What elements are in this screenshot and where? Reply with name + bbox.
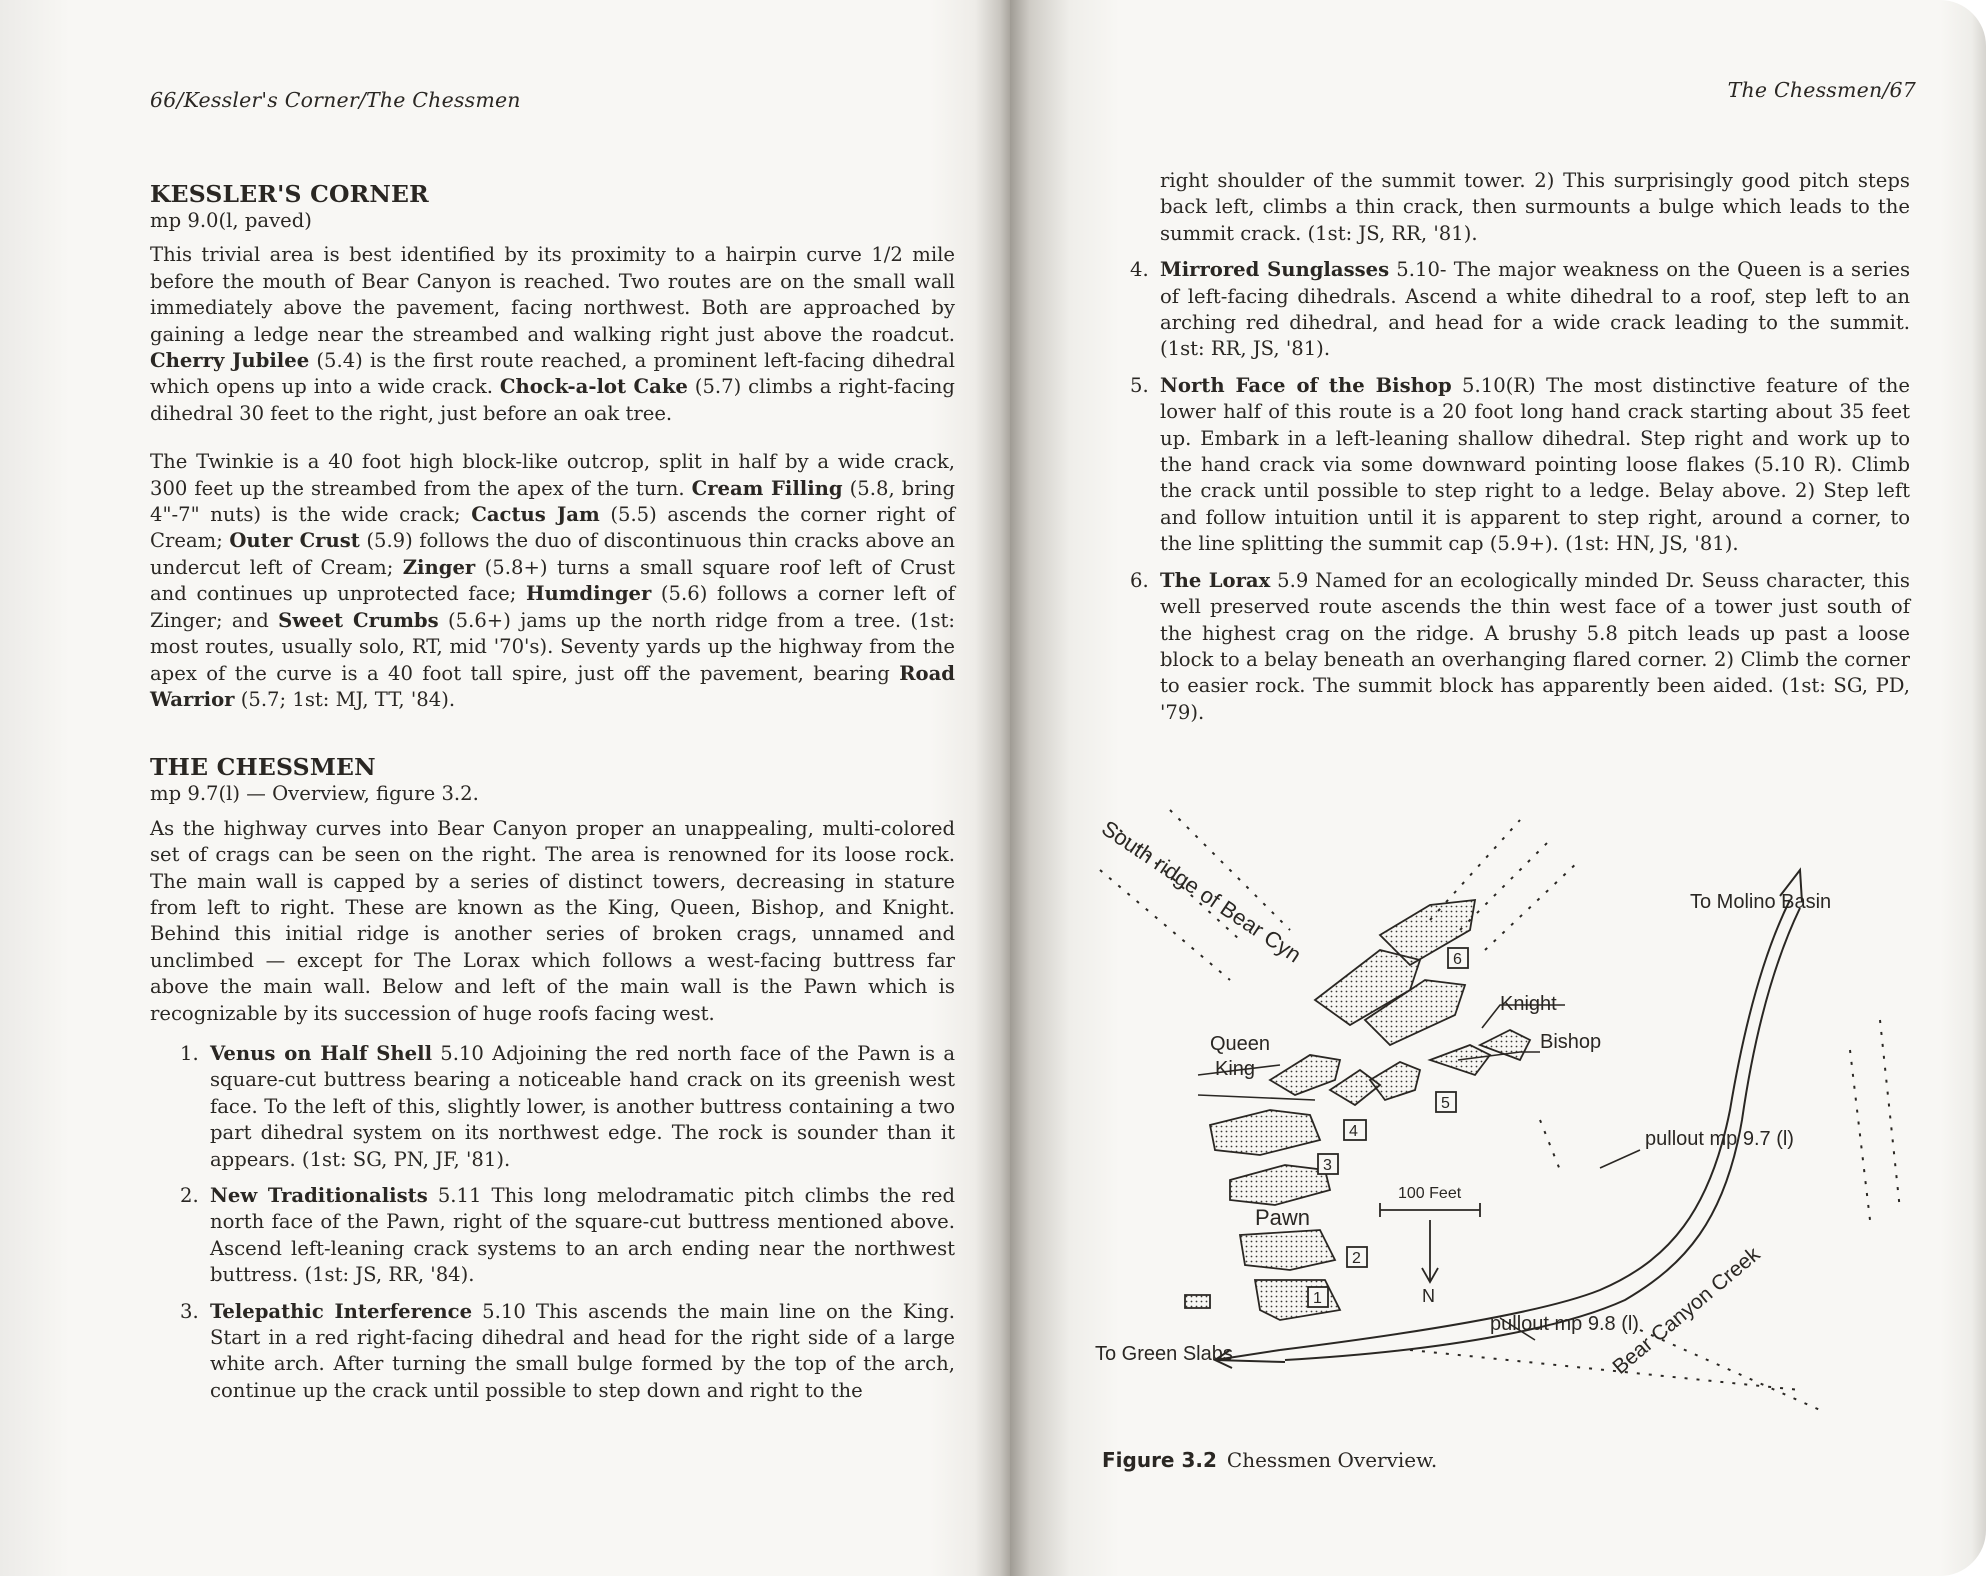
route-number-5: 5 [1441, 1095, 1450, 1112]
route-name: Sweet Crumbs [278, 608, 439, 632]
route-name: Cream Filling [691, 476, 843, 500]
figure-caption-text: Chessmen Overview. [1226, 1448, 1438, 1472]
label-bear-canyon-creek: Bear Canyon Creek [1608, 1242, 1765, 1379]
label-knight: Knight [1500, 993, 1557, 1015]
route-list-right [1130, 257, 1910, 726]
route-item: 1. Venus on Half Shell 5.10 Adjoining the red north face of the Pawn is a square-cut buttress bearing a noticeable hand crack on its greenish west face. To the left of this, slightly lower, is another buttress containing a two part dihedral system on its northwest edge. The rock is sounder than it appears. (1st: SG, PN, JF, '81). [180, 1041, 956, 1171]
route-number-1: 1 [1313, 1290, 1322, 1307]
route-list-left [150, 1041, 955, 1404]
kessler-paragraph-1: This trivial area is best identified by its proximity to a hairpin curve 1/2 mile before the mouth of Bear Canyon is reached. Two routes are on the small wall immediately above the pavement, facing northwest. Both are approached by gaining a ledge near the streambed and walking right just above the roadcut. Cherry Jubilee (5.4) is the first route reached, a prominent left-facing dihedral which opens up into a wide crack. Chock-a-lot Cake (5.7) climbs a right-facing dihedral 30 feet to the right, just before an oak tree. [150, 243, 955, 425]
chessmen-overview-paragraph: As the highway curves into Bear Canyon proper an unappealing, multi-colored set of crags can be seen on the right. The area is renowned for its loose rock. The main wall is capped by a series of distinct towers, decreasing in stature from left to right. These are known as the King, Queen, Bishop, and Knight. Behind this initial ridge is another series of broken crags, unnamed and unclimbed — except for The Lorax which follows a west-facing buttress far above the main wall. Below and left of the main wall is the Pawn which is recognizable by its succession of huge roofs facing west. [150, 816, 955, 1025]
label-pawn: Pawn [1255, 1205, 1311, 1230]
route-name: Chock-a-lot Cake [499, 375, 688, 399]
route-item: 5. North Face of the Bishop 5.10(R) The most distinctive feature of the lower half of this route is a 20 foot long hand crack starting about 35 feet up. Embark in a left-leaning shallow dihedral. Step right and work up to the hand crack via some downward pointing loose flakes (5.10 R). Climb the crack until possible to step right to a ledge. Belay above. 2) Step left and follow intuition until it is apparent to step right, around a corner, to the line splitting the summit cap (5.9+). (1st: HN, JS, '81). [1130, 373, 1910, 556]
left-column [150, 180, 955, 1414]
label-south-ridge: South ridge of Bear Cyn [1097, 815, 1306, 968]
figure-caption-label: Figure 3.2 [1102, 1448, 1217, 1472]
label-queen: Queen [1210, 1033, 1271, 1055]
kessler-heading: KESSLER'S CORNER [150, 180, 429, 208]
chessmen-heading: THE CHESSMEN [150, 753, 376, 782]
chessmen-overview-map [1080, 790, 1970, 1430]
route-3-continuation: right shoulder of the summit tower. 2) This surprisingly good pitch steps back left, climbs a thin crack, then surmounts a bulge which leads to the summit crack. (1st: JS, RR, '81). [1160, 169, 1910, 245]
route-number-4: 4 [1349, 1123, 1358, 1140]
label-green-slabs: To Green Slabs [1095, 1343, 1233, 1365]
route-name: Humdinger [525, 582, 652, 606]
running-head-right: The Chessmen/67 [1727, 78, 1916, 102]
right-column [1130, 168, 1910, 736]
route-number-3: 3 [1323, 1157, 1332, 1174]
route-item: 2. New Traditionalists 5.11 This long melodramatic pitch climbs the red north face of the Pawn, right of the square-cut buttress mentioned above. Ascend left-leaning crack systems to an arch ending near the northwest buttress. (1st: JS, RR, '84). [180, 1184, 956, 1287]
figure-caption [1102, 1448, 1437, 1472]
chessmen-mp: mp 9.7(l) — Overview, figure 3.2. [150, 782, 479, 806]
route-item: 6. The Lorax 5.9 Named for an ecologically minded Dr. Seuss character, this well preserved route ascends the thin west face of a tower just south of the highest crag on the ridge. A brushy 5.8 pitch leads up past a loose block to a belay beneath an overhanging flared corner. 2) Climb the corner to easier rock. The summit block has apparently been aided. (1st: SG, PD, '79). [1130, 568, 1910, 724]
route-item: 4. Mirrored Sunglasses 5.10- The major weakness on the Queen is a series of left-facing dihedrals. Ascend a white dihedral to a roof, step left to an arching red dihedral, and head for a wide crack leading to the summit. (1st: RR, JS, '81). [1130, 258, 1910, 361]
route-name: Road Warrior [150, 661, 955, 711]
route-name: Outer Crust [229, 529, 360, 553]
kessler-mp: mp 9.0(l, paved) [150, 209, 312, 232]
label-king: King [1215, 1058, 1256, 1080]
label-pullout-98: pullout mp 9.8 (l) [1490, 1313, 1639, 1335]
kessler-paragraph-2: The Twinkie is a 40 foot high block-like outcrop, split in half by a wide crack, 300 feet up the streambed from the apex of the turn. Cream Filling (5.8, bring 4"-7" nuts) is the wide crack; Cactus Jam (5.5) ascends the corner right of Cream; Outer Crust (5.9) follows the duo of discontinuous thin cracks above an undercut left of Cream; Zinger (5.8+) turns a small square roof left of Crust and continues up unprotected face; Humdinger (5.6) follows a corner left of Zinger; and Sweet Crumbs (5.6+) jams up the north ridge from a tree. (1st: most routes, usually solo, RT, mid '70's). Seventy yards up the highway from the apex of the curve is a 40 foot tall spire, just off the pavement, bearing Road Warrior (5.7; 1st: MJ, TT, '84). [150, 450, 956, 711]
label-scale: 100 Feet [1398, 1185, 1462, 1202]
label-molino-basin: To Molino Basin [1690, 891, 1832, 913]
running-head-left: 66/Kessler's Corner/The Chessmen [150, 88, 521, 112]
label-north: N [1422, 1286, 1435, 1306]
route-name: Zinger [402, 555, 476, 579]
route-number-6: 6 [1453, 951, 1462, 968]
route-number-2: 2 [1352, 1250, 1361, 1267]
route-name: Cherry Jubilee [150, 349, 310, 373]
label-pullout-97: pullout mp 9.7 (l) [1645, 1128, 1794, 1150]
label-bishop: Bishop [1540, 1031, 1602, 1053]
route-name: Cactus Jam [471, 503, 600, 527]
right-page [1010, 0, 1986, 1576]
route-item: 3. Telepathic Interference 5.10 This ascends the main line on the King. Start in a red right-facing dihedral and head for the right side of a large white arch. After turning the small bulge formed by the top of the arch, continue up the crack until possible to step down and right to the [180, 1299, 956, 1402]
